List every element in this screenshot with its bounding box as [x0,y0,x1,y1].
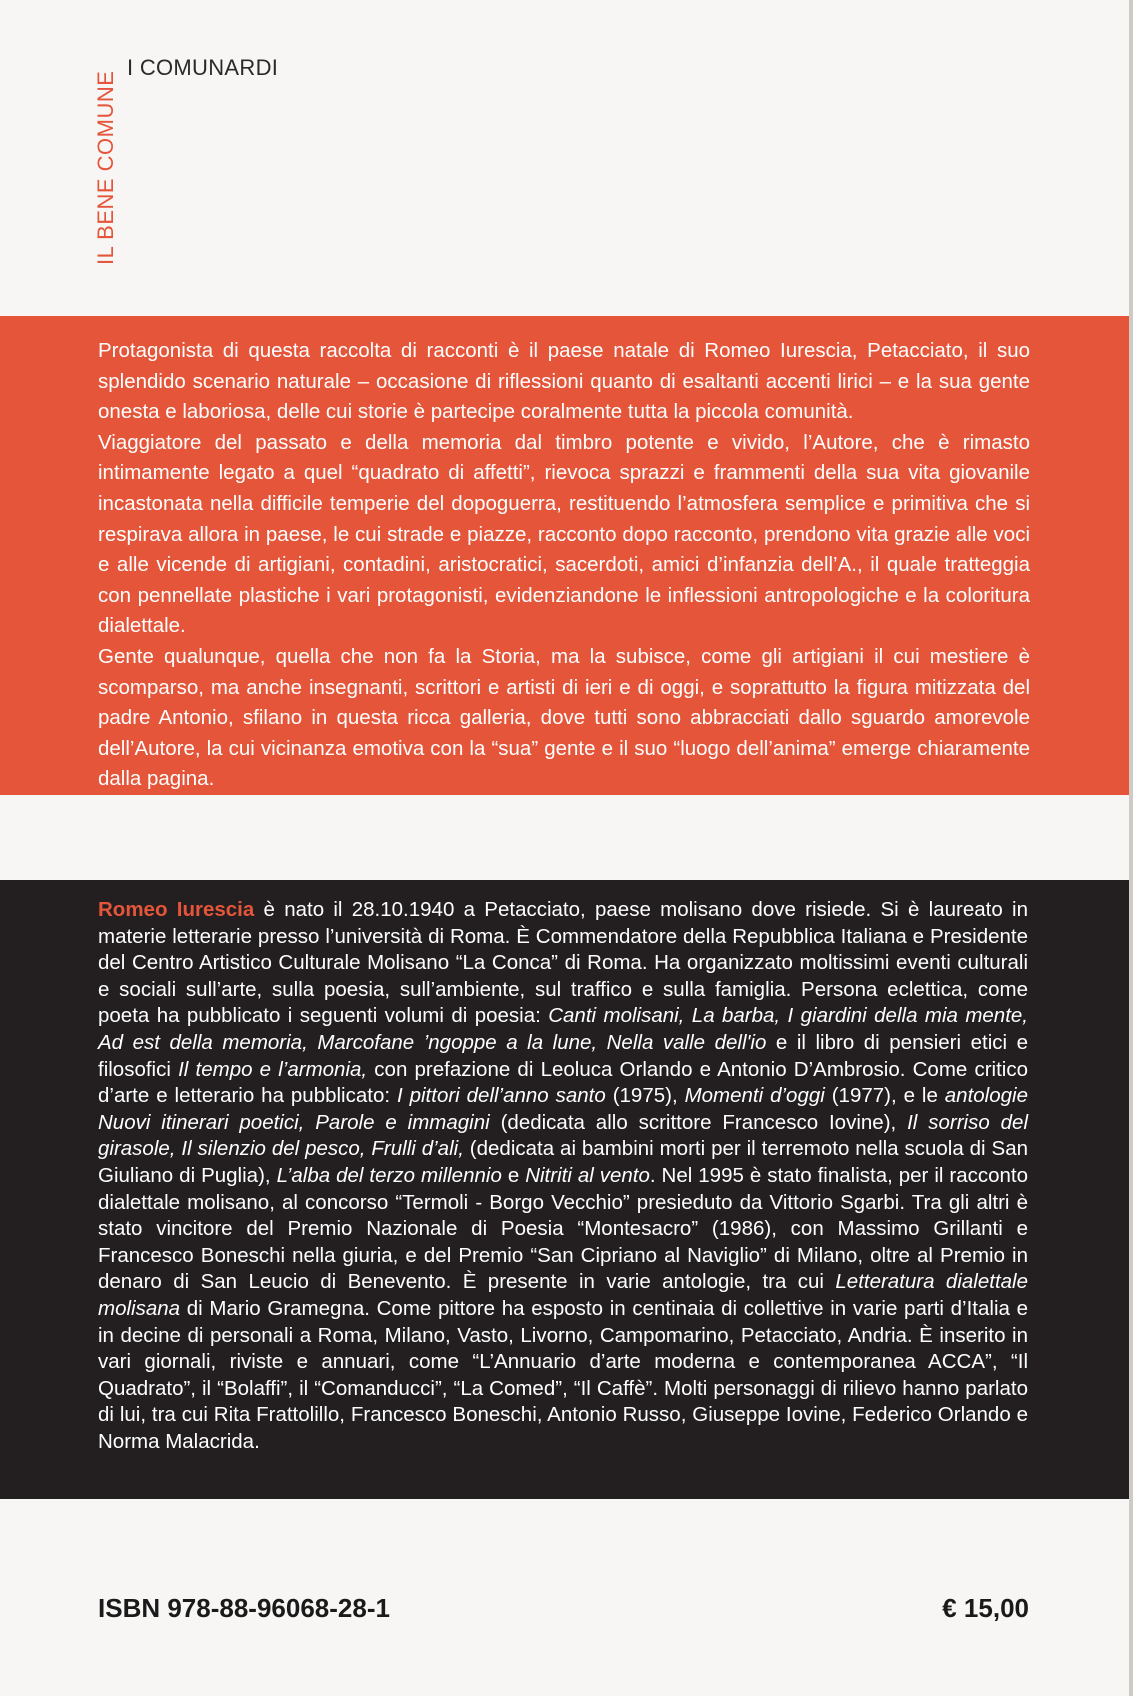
isbn-number: ISBN 978-88-96068-28-1 [98,1593,390,1623]
bio-text: (dedicata ai bambini morti per il terremoto nella scuola di San Giuliano di Puglia), [98,1137,1028,1187]
book-title: L’alba del terzo millennio [276,1163,502,1187]
book-title: Il tempo e l’armonia, [178,1057,368,1081]
book-title: antologie Nuovi itinerari poetici, Parole e immagini [98,1084,1028,1134]
bio-text: con prefazione di Leoluca Orlando e Antonio D’Ambrosio. Come critico d’arte e letterario ha pubblicato: [98,1057,1029,1108]
series-name: I COMUNARDI [127,55,279,80]
bio-text: è nato il 28.10.1940 a Petacciato, paese molisano dove risiede. Si è laureato in materie letterarie presso l’università di Roma. È Commendatore della Repubblica Italiana e Presidente del Centro Artistico Culturale Molisano “La Conca” di Roma. Ha organizzato moltissimi eventi culturali e sociali sull’arte, sulla poesia, sull’ambiente, sul traffico e sulla famiglia. Persona eclettica, come poeta ha pubblicato i seguenti volumi di poesia: [98,898,1028,1028]
book-title: Nitriti al vento [525,1163,650,1187]
bio-text: e [501,1163,526,1187]
bio-text: e il libro di pensieri etici e filosofici [98,1030,1028,1081]
bio-text: (1975), [605,1084,685,1108]
book-title: Momenti d’oggi [684,1084,825,1108]
bio-text: (dedicata allo scrittore Francesco Iovine), [489,1110,908,1134]
blurb-paragraph: Gente qualunque, quella che non fa la Storia, ma la subisce, come gli artigiani il cui mestiere è scomparso, ma anche insegnanti, scrittori e artisti di ieri e di oggi, e soprattutto la figura mitizzata del padre Antonio, sfilano in questa ricca galleria, dove tutti sono abbracciati dallo sguardo amorevole dell’Autore, la cui vicinanza emotiva con la “sua” gente e il suo “luogo dell’anima” emerge chiaramente dalla pagina. [98,644,1030,791]
book-title: Letteratura dialettale molisana [98,1270,1028,1320]
price-label: € 15,00 [942,1593,1029,1623]
book-title: Il sorriso del girasole, Il silenzio del pesco, Frulli d’ali, [98,1110,1028,1161]
collection-label: IL BENE COMUNE [93,70,118,265]
author-name: Romeo Iurescia [98,898,255,921]
blurb-paragraph: Viaggiatore del passato e della memoria dal timbro potente e vivido, l’Autore, che è rimasto intimamente legato a quel “quadrato di affetti”, rievoca sprazzi e frammenti della sua vita giovanile incastonata nella difficile temperie del dopoguerra, restituendo l’atmosfera semplice e primitiva che si respirava allora in paese, le cui strade e piazze, racconto dopo racconto, prendono vita grazie alle voci e alle vicende di artigiani, contadini, aristocratici, sacerdoti, amici d’infanzia dell’A., il quale tratteggia con pennellate plastiche i vari protagonisti, evidenziandone le inflessioni antropologiche e la coloritura dialettale. [98,430,1030,638]
cover-edge [1129,0,1133,1696]
blurb-paragraph: Protagonista di questa raccolta di racconti è il paese natale di Romeo Iurescia, Petacciato, il suo splendido scenario naturale – occasione di riflessioni quanto di esaltanti accenti lirici – e la sua gente onesta e laboriosa, delle cui storie è partecipe coralmente tutta la piccola comunità. [98,339,1030,424]
author-bio-paragraph [98,897,1028,1455]
book-title: I pittori dell’anno santo [396,1084,606,1108]
author-bio [98,897,1028,1455]
book-title: Canti molisani, La barba, I giardini della mia mente, Ad est della memoria, Marcofane ’ngoppe a la lune, Nella valle dell'io [98,1004,1028,1054]
bio-text: (1977), e le [824,1084,945,1108]
bio-text: . Nel 1995 è stato finalista, per il racconto dialettale molisano, al concorso “Termoli - Borgo Vecchio” presieduto da Vittorio Sgarbi. Tra gli altri è stato vincitore del Premio Nazionale di Poesia “Montesacro” (1986), con Massimo Grillanti e Francesco Boneschi nella giuria, e del Premio “San Cipriano al Naviglio” di Milano, oltre al Premio in denaro di San Leucio di Benevento. È presente in varie antologie, tra cui [98,1163,1029,1294]
bio-text: di Mario Gramegna. Come pittore ha esposto in centinaia di collettive in varie parti d’Italia e in decine di personali a Roma, Milano, Vasto, Livorno, Campomarino, Petacciato, Andria. È inserito in vari giornali, riviste e annuari, come “L’Annuario d’arte moderna e contemporanea ACCA”, “Il Quadrato”, il “Bolaffi”, il “Comanducci”, “La Comed”, “Il Caffè”. Molti personaggi di rilievo hanno parlato di lui, tra cui Rita Frattolillo, Francesco Boneschi, Antonio Russo, Giuseppe Iovine, Federico Orlando e Norma Malacrida. [98,1296,1028,1453]
blurb-text [98,336,1030,795]
